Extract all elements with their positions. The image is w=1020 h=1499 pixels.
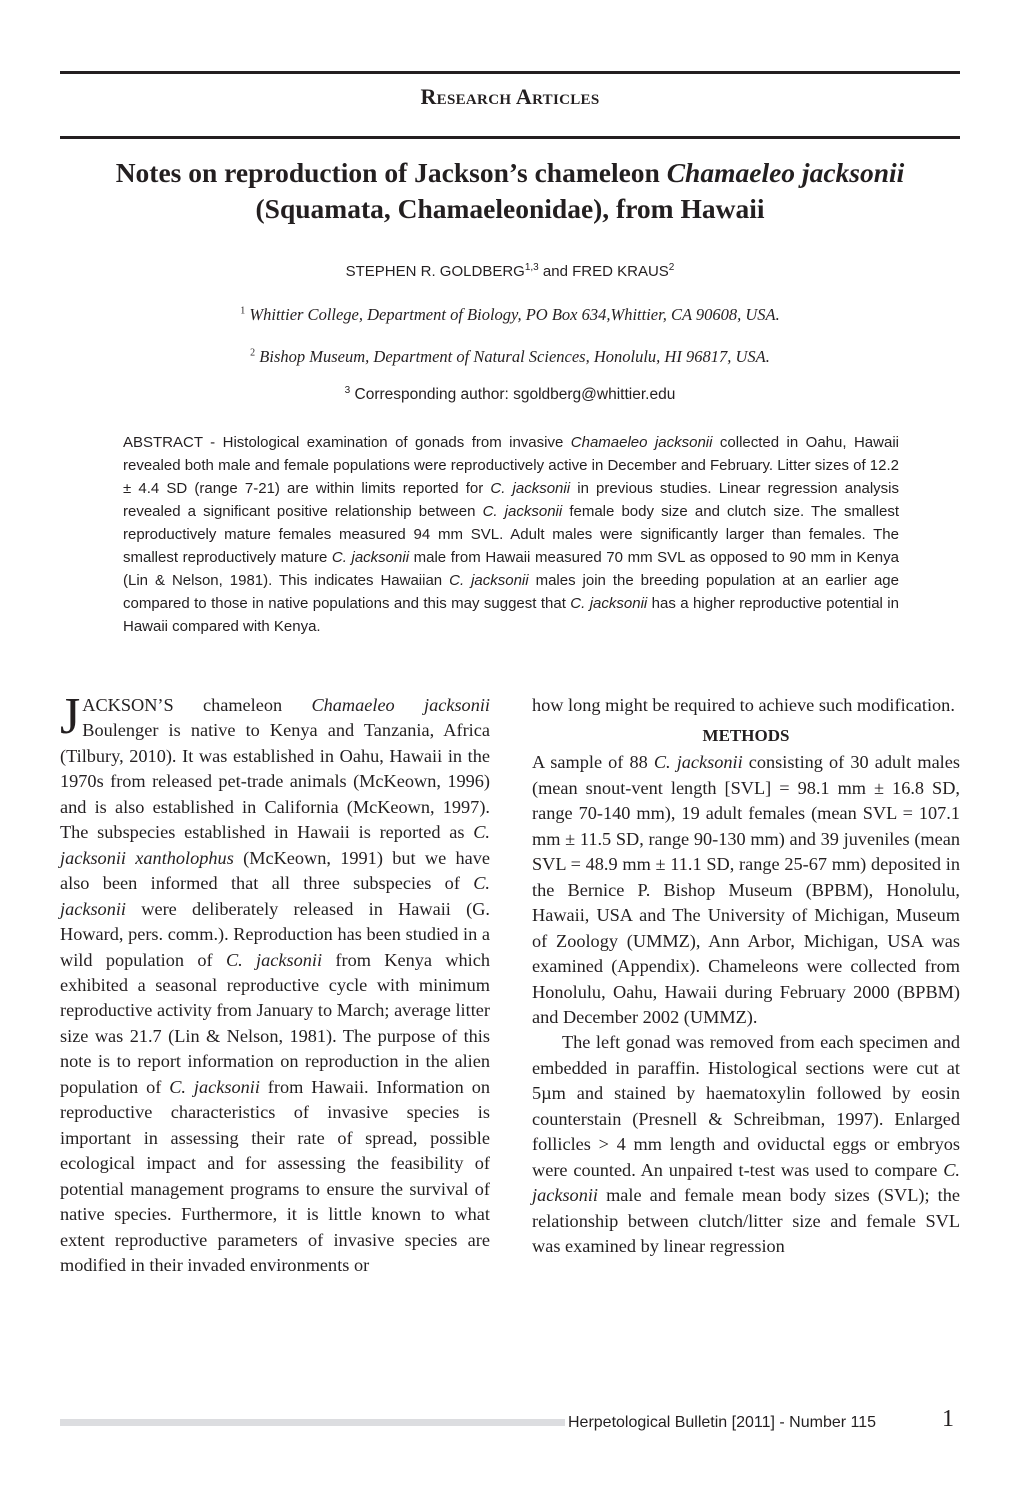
affiliation-mark: 3 xyxy=(344,385,351,396)
drop-cap: J xyxy=(60,688,81,745)
top-rule xyxy=(60,71,960,74)
affiliation-mark: 2 xyxy=(250,347,256,359)
text-run: in previous studies. Linear regression analysis revealed a significant positive relationship between xyxy=(123,480,899,520)
italic-text-run: C. jacksonii xyxy=(490,480,571,497)
corresponding-author xyxy=(0,385,1020,404)
text-run: how long might be required to achieve such modification. xyxy=(532,695,955,715)
italic-text-run: C. jacksonii xyxy=(449,572,529,589)
text-run: A sample of 88 xyxy=(532,752,654,773)
author-name: STEPHEN R. GOLDBERG xyxy=(345,263,525,280)
italic-text-run: C. jacksonii xyxy=(331,549,410,566)
text-run: from Kenya which exhibited a seasonal reproductive cycle with minimum reproductive activity from January to March; average litter size was 21.7 (Lin & Nelson, 1981). The purpose of this note is to report information on reproduction in the alien population of xyxy=(60,949,491,1097)
italic-text-run: C. jacksonii xyxy=(60,873,490,919)
right-column xyxy=(532,693,960,1260)
text-run: ABSTRACT - Histological examination of gonads from invasive xyxy=(123,434,571,451)
left-column xyxy=(60,688,491,1278)
journal-footer: Herpetological Bulletin [2011] - Number 115 xyxy=(568,1414,877,1431)
author-affiliation-mark: 1,3 xyxy=(524,262,539,273)
page-number: 1 xyxy=(942,1406,954,1432)
text-run: Notes on reproduction of Jackson’s chameleon xyxy=(115,157,667,188)
text-run: male from Hawaii measured 70 mm SVL as opposed to 90 mm in Kenya (Lin & Nelson, 1981). This indicates Hawaiian xyxy=(123,549,899,589)
header-rule xyxy=(60,136,960,139)
intro-continued xyxy=(532,693,960,718)
text-run: The left gonad was removed from each specimen and embedded in paraffin. Histological sections were cut at 5µm and stained by haematoxylin followed by eosin counterstain (Presnell & Schreibman, 1997). Enlarged follicles > 4 mm length and oviductal eggs or embryos were counted. An unpaired t-test was used to compare xyxy=(532,1032,960,1180)
author-conjunction: and xyxy=(538,263,573,280)
italic-text-run: C. jacksonii xyxy=(482,503,563,520)
text-run: from Hawaii. Information on reproductive characteristics of invasive species is important in assessing their rate of spread, possible ecological impact and for assessing the feasibility of potential management programs to ensure the survival of native species. Furthermore, it is little known to what extent reproductive parameters of invasive species are modified in their invaded environments or xyxy=(60,1076,490,1275)
text-run: (McKeown, 1991) but we have also been informed that all three subspecies of xyxy=(60,847,491,894)
text-run: consisting of 30 adult males (mean snout-vent length [SVL] = 98.1 mm ± 16.8 SD, range 70-140 mm), 19 adult females (mean SVL = 107.1 mm ± 11.5 SD, range 90-130 mm) and 39 juveniles (mean SVL = 48.9 mm ± 11.1 SD, range 25-67 mm) deposited in the Bernice P. Bishop Museum (BPBM), Honolulu, Hawaii, USA and The University of Michigan, Museum of Zoology (UMMZ), Ann Arbor, Michigan, USA was examined (Appendix). Chameleons were collected from Honolulu, Oahu, Hawaii during February 2000 (BPBM) and December 2002 (UMMZ). xyxy=(532,752,960,1027)
text-run: collected in Oahu, Hawaii revealed both male and female populations were reproductively active in December and February. Litter sizes of 12.2 ± 4.4 SD (range 7-21) are within limits reported for xyxy=(123,434,899,497)
text-run: has a higher reproductive potential in Hawaii compared with Kenya. xyxy=(123,595,899,635)
text-run: were deliberately released in Hawaii (G. Howard, pers. comm.). Reproduction has been studied in a wild population of xyxy=(60,898,490,970)
italic-text-run: Chamaeleo jacksonii xyxy=(570,434,713,451)
italic-text-run: Chamaeleo jacksonii xyxy=(311,695,490,715)
text-run: males join the breeding population at an earlier age compared to those in native populations and this may suggest that xyxy=(123,572,899,612)
text-run: female body size and clutch size. The smallest reproductively mature females measured 94 mm SVL. Adult males were significantly larger than females. The smallest reproductively mature xyxy=(123,503,899,566)
italic-text-run: C. jacksonii xyxy=(653,752,743,773)
section-heading: Research Articles xyxy=(420,84,600,109)
article-title xyxy=(60,155,960,227)
methods-heading: METHODS xyxy=(702,726,790,746)
methods-paragraph xyxy=(532,1030,960,1259)
author-name: FRED KRAUS xyxy=(572,263,669,280)
intro-text xyxy=(60,688,491,1275)
intro-paragraph xyxy=(60,688,491,1278)
author-affiliation-mark: 2 xyxy=(668,262,675,273)
text-run: Boulenger is native to Kenya and Tanzania, Africa (Tilbury, 2010). It was established in Oahu, Hawaii in the 1970s from released pet-trade animals (McKeown, 1996) and is also established in California (McKeown, 1997). The subspecies established in Hawaii is reported as xyxy=(60,720,490,843)
italic-text-run: Chamaeleo jacksonii xyxy=(666,157,905,188)
text-run: ACKSON’S chameleon xyxy=(82,695,312,715)
methods-paragraph xyxy=(532,750,960,1030)
affiliation-1 xyxy=(0,305,1020,325)
italic-text-run: C. jacksonii xantholophus xyxy=(60,822,490,868)
affiliation-text: Whittier College, Department of Biology, PO Box 634,Whittier, CA 90608, USA. xyxy=(249,305,780,324)
affiliation-text: Bishop Museum, Department of Natural Sciences, Honolulu, HI 96817, USA. xyxy=(259,347,770,366)
text-run: (Squamata, Chamaeleonidae), from Hawaii xyxy=(255,193,765,224)
text-run: male and female mean body sizes (SVL); the relationship between clutch/litter size and female SVL was examined by linear regression xyxy=(532,1185,960,1257)
abstract xyxy=(123,431,899,638)
italic-text-run: C. jacksonii xyxy=(169,1076,260,1097)
author-line xyxy=(0,262,1020,280)
corresponding-author-text[interactable]: Corresponding author: sgoldberg@whittier.edu xyxy=(354,386,676,404)
italic-text-run: C. jacksonii xyxy=(570,595,648,612)
italic-text-run: C. jacksonii xyxy=(532,1159,960,1206)
affiliation-mark: 1 xyxy=(240,305,246,317)
italic-text-run: C. jacksonii xyxy=(225,949,323,970)
affiliation-2 xyxy=(0,347,1020,367)
footer-bar xyxy=(60,1419,565,1426)
